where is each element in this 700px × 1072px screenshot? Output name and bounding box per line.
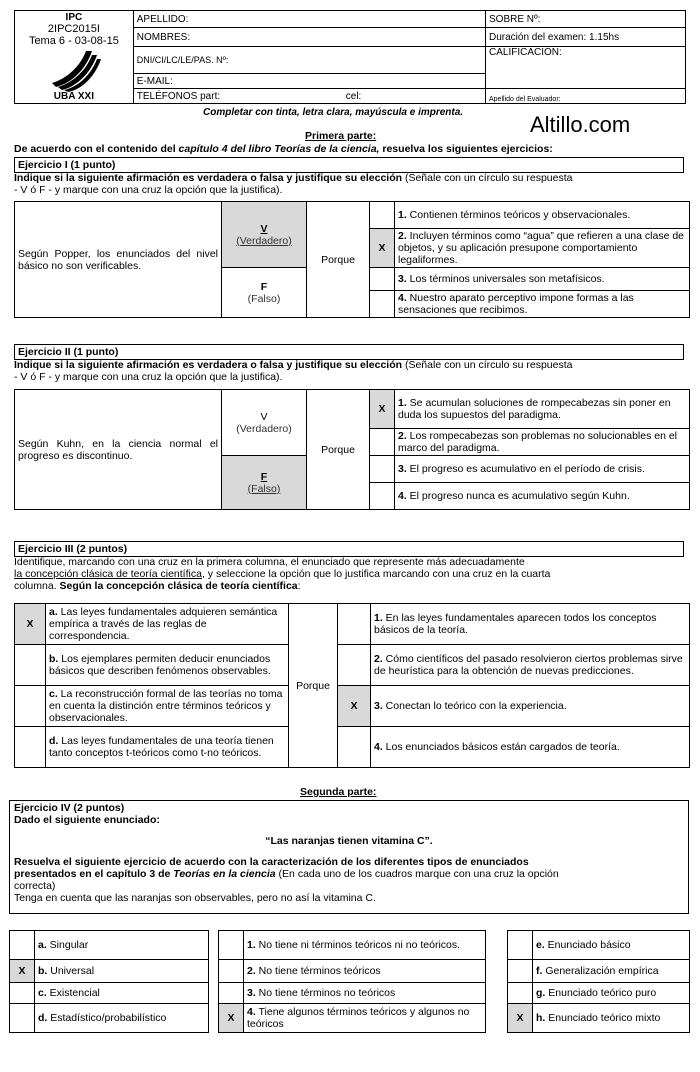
ex3-instr-line1: Identifique, marcando con una cruz en la primera columna, el enunciado que represente más adecuadamente (14, 556, 525, 568)
ex2-mark-1[interactable]: X (370, 390, 395, 429)
ex2-option-2-text: Los rompecabezas son problemas no solucionables en el marco del paradigma. (398, 430, 678, 454)
ex4-col2-4-num: 4. (247, 1006, 256, 1018)
ex2-option-3-text: El progreso es acumulativo en el período de crisis. (406, 463, 645, 475)
ex3-right-1-text: En las leyes fundamentales aparecen todos los conceptos básicos de la teoría. (374, 612, 657, 636)
ex4-col3-g-num: g. (536, 987, 546, 999)
ex4-col2-4 (244, 1004, 486, 1033)
ex2-instr-bold: Indique si la siguiente afirmación es verdadera o falsa y justifique su elección (14, 359, 403, 371)
ex3-porque: Porque (289, 604, 338, 768)
ex3-left-c-num: c. (49, 688, 58, 700)
ex2-v-letter: V (260, 410, 268, 423)
ex4-col1-table (9, 930, 209, 1033)
ex2-option-1 (395, 390, 690, 429)
ex3-title: Ejercicio III (2 puntos) (14, 541, 684, 557)
ex3-right-4 (371, 727, 690, 768)
ex4-col1-b-num: b. (38, 965, 48, 977)
ex2-porque: Porque (307, 390, 370, 510)
ex4-col2-2 (244, 960, 486, 983)
ex4-col3-h-num: h. (536, 1012, 546, 1024)
ex3-left-b (46, 645, 289, 686)
ex4-instr-line3: correcta) (14, 880, 56, 892)
ex2-f-word: (Falso) (247, 482, 281, 495)
ex4-subtitle: Dado el siguiente enunciado: (14, 814, 160, 826)
ex3-right-4-text: Los enunciados básicos están cargados de teoría. (382, 741, 620, 753)
ex3-right-1-num: 1. (374, 612, 383, 624)
ex4-col3-e (533, 931, 690, 960)
ex4-col2-mark-3[interactable] (219, 983, 244, 1004)
ex3-left-b-num: b. (49, 653, 59, 665)
ex2-mark-3[interactable] (370, 456, 395, 483)
ex3-table (14, 603, 690, 768)
instruction-line: Completar con tinta, letra clara, mayúscula e imprenta. (203, 107, 464, 118)
ex1-porque: Porque (307, 202, 370, 318)
ex3-right-mark-1[interactable] (338, 604, 371, 645)
ex4-instr-rest: (En cada uno de los cuadros marque con una cruz la opción (275, 868, 559, 880)
field-sobre[interactable]: SOBRE Nº: (486, 11, 686, 28)
ex4-box (9, 800, 689, 914)
ex3-instruction (14, 556, 690, 592)
ex3-left-c (46, 686, 289, 727)
ex1-instr-line2: - V ó F - y marque con una cruz la opción que la justifica). (14, 184, 283, 196)
ex1-option-4-text: Nuestro aparato perceptivo impone formas a las sensaciones que recibimos. (398, 292, 634, 316)
telefonos-label: TELÉFONOS part: (136, 90, 221, 102)
ex3-left-d-text: Las leyes fundamentales de una teoría tienen tanto conceptos t-teóricos como t-no teóricos. (49, 735, 274, 759)
ex4-col1-d-text: Estadístico/probabilístico (47, 1012, 167, 1024)
header-table (14, 10, 686, 104)
intro-part-a: De acuerdo con el contenido del (14, 143, 179, 155)
course-label: IPC (65, 12, 83, 23)
ex2-instruction (14, 359, 690, 383)
ex1-option-1-num: 1. (398, 209, 407, 221)
ex4-col3-g (533, 983, 690, 1004)
ex4-col3-mark-e[interactable] (508, 931, 533, 960)
ex2-f-letter: F (260, 470, 268, 483)
ex3-right-2 (371, 645, 690, 686)
ex1-option-3 (395, 268, 690, 291)
ex2-instr-rest: (Señale con un círculo su respuesta (402, 359, 573, 371)
cel-label: cel: (345, 90, 362, 102)
ex2-v-cell[interactable] (222, 390, 307, 456)
ex4-col2-2-text: No tiene términos teóricos (255, 965, 381, 977)
field-email[interactable]: E-MAIL: (133, 74, 485, 89)
ex1-option-2 (395, 229, 690, 268)
ex4-col2-mark-4[interactable]: X (219, 1004, 244, 1033)
ex4-col3-e-text: Enunciado básico (544, 939, 631, 951)
field-apellido[interactable]: APELLIDO: (133, 11, 485, 28)
ex2-option-3-num: 3. (398, 463, 407, 475)
ex2-title: Ejercicio II (1 punto) (14, 344, 684, 360)
ex3-instr-line3-c: : (297, 580, 301, 592)
ex3-left-a-num: a. (49, 606, 58, 618)
ex4-col1-mark-b[interactable]: X (10, 960, 35, 983)
ex3-left-b-text: Los ejemplares permiten deducir enunciados básicos que describen fenómenos observables. (49, 653, 271, 677)
ex4-col1-c-num: c. (38, 987, 47, 999)
ex4-col3-f-text: Generalización empírica (542, 965, 659, 977)
ex4-col3-mark-f[interactable] (508, 960, 533, 983)
uba-logo-icon (44, 49, 104, 93)
ex1-option-4 (395, 291, 690, 318)
part2-title: Segunda parte: (300, 786, 377, 798)
field-duracion: Duración del examen: 1.15hs (486, 28, 686, 47)
ex2-mark-4[interactable] (370, 483, 395, 510)
field-nombres[interactable]: NOMBRES: (133, 28, 485, 47)
field-calificacion[interactable] (486, 47, 686, 89)
ex3-left-mark-c[interactable] (15, 686, 46, 727)
ex4-col2-table (218, 930, 486, 1033)
ex4-instr-bold2: presentados en el capítulo 3 de (14, 868, 174, 880)
ex4-col3-g-text: Enunciado teórico puro (545, 987, 657, 999)
ex2-option-4-num: 4. (398, 490, 407, 502)
ex2-mark-2[interactable] (370, 429, 395, 456)
ex3-right-mark-3[interactable]: X (338, 686, 371, 727)
ex1-mark-2[interactable]: X (370, 229, 395, 268)
ex3-left-a (46, 604, 289, 645)
ex3-left-d-num: d. (49, 735, 59, 747)
ex2-option-1-text: Se acumulan soluciones de rompecabezas sin poner en duda los supuestos del paradigma. (398, 397, 671, 421)
ex3-left-mark-d[interactable] (15, 727, 46, 768)
ex1-mark-4[interactable] (370, 291, 395, 318)
calificacion-label: CALIFICACIÓN: (489, 47, 562, 58)
ex2-option-2 (395, 429, 690, 456)
ex3-left-mark-b[interactable] (15, 645, 46, 686)
ex2-option-4 (395, 483, 690, 510)
ex3-instr-line2-u: la concepción clásica de teoría científica (14, 568, 202, 580)
logo-text: UBA XXI (53, 91, 94, 102)
ex2-option-3 (395, 456, 690, 483)
course-code: 2IPC2015I (47, 23, 100, 35)
ex4-col1-a-text: Singular (46, 939, 89, 951)
intro-part-c: resuelva los siguientes ejercicios: (379, 143, 553, 155)
ex1-option-1-text: Contienen términos teóricos y observacionales. (406, 209, 631, 221)
ex2-table (14, 389, 690, 510)
header-course-cell (15, 11, 134, 104)
ex4-col2-2-num: 2. (247, 965, 256, 977)
ex3-instr-line3-b: Según la concepción clásica de teoría científica (59, 580, 298, 592)
ex4-col2-mark-1[interactable] (219, 931, 244, 960)
ex2-instr-line2: - V ó F - y marque con una cruz la opción que la justifica). (14, 371, 283, 383)
ex1-f-letter: F (260, 280, 268, 293)
ex1-option-2-text: Incluyen términos como “agua” que refieren a una clase de objetos, y su aplicación presupone comportamiento legaliformes. (398, 230, 685, 266)
ex4-col1-mark-c[interactable] (10, 983, 35, 1004)
ex4-col2-3 (244, 983, 486, 1004)
ex4-col2-mark-2[interactable] (219, 960, 244, 983)
ex3-right-1 (371, 604, 690, 645)
ex4-col3-h-text: Enunciado teórico mixto (545, 1012, 661, 1024)
ex3-right-2-num: 2. (374, 653, 383, 665)
ex3-right-mark-2[interactable] (338, 645, 371, 686)
ex4-col1-b (35, 960, 209, 983)
ex4-col1-c (35, 983, 209, 1004)
field-telefonos[interactable] (133, 89, 485, 104)
part1-intro (14, 143, 553, 155)
ex1-statement: Según Popper, los enunciados del nivel básico no son verificables. (15, 202, 222, 318)
ex4-col1-mark-d[interactable] (10, 1004, 35, 1033)
field-evaluador[interactable]: Apellido del Evaluador: (486, 89, 686, 104)
ex4-col1-mark-a[interactable] (10, 931, 35, 960)
ex4-title: Ejercicio IV (2 puntos) (14, 802, 125, 814)
ex3-right-4-num: 4. (374, 741, 383, 753)
ex1-option-2-num: 2. (398, 230, 407, 242)
ex4-instr-italic: Teorías en la ciencia (173, 868, 276, 880)
ex4-col3-f (533, 960, 690, 983)
ex3-instr-line3-a: columna. (14, 580, 60, 592)
ex1-instruction (14, 172, 690, 196)
ex1-mark-3[interactable] (370, 268, 395, 291)
ex4-quote: “Las naranjas tienen vitamina C”. (265, 835, 433, 847)
ex4-col1-d-num: d. (38, 1012, 48, 1024)
ex3-left-mark-a[interactable]: X (15, 604, 46, 645)
field-dni[interactable]: DNI/CI/LC/LE/PAS. Nº: (133, 47, 485, 74)
ex1-f-word: (Falso) (247, 292, 281, 305)
ex1-option-3-num: 3. (398, 273, 407, 285)
ex3-right-mark-4[interactable] (338, 727, 371, 768)
ex4-col1-b-text: Universal (47, 965, 95, 977)
ex4-instruction (14, 856, 684, 892)
ex2-option-2-num: 2. (398, 430, 407, 442)
ex4-col1-a-num: a. (38, 939, 47, 951)
ex1-instr-bold: Indique si la siguiente afirmación es verdadera o falsa y justifique su elección (14, 172, 403, 184)
ex1-instr-rest: (Señale con un círculo su respuesta (402, 172, 573, 184)
ex3-right-3-text: Conectan lo teórico con la experiencia. (382, 700, 567, 712)
ex4-col3-table (507, 930, 690, 1033)
ex1-option-4-num: 4. (398, 292, 407, 304)
ex4-col2-3-text: No tiene términos no teóricos (255, 987, 396, 999)
ex4-instr-bold1: Resuelva el siguiente ejercicio de acuerdo con la caracterización de los diferentes tipos de enunciados (14, 856, 529, 868)
ex4-col2-4-text: Tiene algunos términos teóricos y algunos no teóricos (247, 1006, 470, 1030)
intro-part-b: capítulo 4 del libro Teorías de la ciencia, (178, 143, 380, 155)
ex2-option-1-num: 1. (398, 397, 407, 409)
ex4-col2-3-num: 3. (247, 987, 256, 999)
ex1-table (14, 201, 690, 318)
ex4-col1-d (35, 1004, 209, 1033)
watermark: Altillo.com (530, 112, 631, 137)
ex4-col2-1-num: 1. (247, 939, 256, 951)
ex4-col3-f-num: f. (536, 965, 543, 977)
ex2-option-4-text: El progreso nunca es acumulativo según Kuhn. (406, 490, 630, 502)
ex3-left-d (46, 727, 289, 768)
ex3-right-2-text: Cómo científicos del pasado resolvieron ciertos problemas sirve de heurística para la obtención de nuevas predicciones. (374, 653, 683, 677)
ex1-option-1 (395, 202, 690, 229)
ex1-option-3-text: Los términos universales son metafísicos. (406, 273, 605, 285)
ex1-f-cell[interactable] (222, 268, 307, 318)
ex4-note: Tenga en cuenta que las naranjas son observables, pero no así la vitamina C. (14, 892, 376, 904)
ex3-left-c-text: La reconstrucción formal de las teorías no toma en cuenta la distinción entre términos teóricos y observacionales. (49, 688, 283, 724)
ex4-col3-mark-g[interactable] (508, 983, 533, 1004)
ex2-statement: Según Kuhn, en la ciencia normal el progreso es discontinuo. (15, 390, 222, 510)
ex3-right-3-num: 3. (374, 700, 383, 712)
ex1-title: Ejercicio I (1 punto) (14, 157, 684, 173)
ex4-col2-1-text: No tiene ni términos teóricos ni no teóricos. (255, 939, 461, 951)
ex4-col1-c-text: Existencial (46, 987, 100, 999)
ex1-v-letter: V (260, 222, 268, 235)
ex3-left-a-text: Las leyes fundamentales adquieren semántica empírica a través de las reglas de correspondencia. (49, 606, 278, 642)
ex4-col3-mark-h[interactable]: X (508, 1004, 533, 1033)
ex4-col3-h (533, 1004, 690, 1033)
ex1-mark-1[interactable] (370, 202, 395, 229)
ex3-right-3 (371, 686, 690, 727)
ex2-v-word: (Verdadero) (236, 422, 292, 435)
ex1-v-word: (Verdadero) (236, 234, 292, 247)
course-topic: Tema 6 - 03-08-15 (28, 35, 119, 47)
ex4-col2-1 (244, 931, 486, 960)
ex3-instr-line2-rest: , y seleccione la opción que lo justifica marcando con una cruz en la cuarta (201, 568, 551, 580)
ex2-f-cell[interactable] (222, 456, 307, 510)
part1-title: Primera parte: (305, 130, 377, 142)
ex4-col1-a (35, 931, 209, 960)
ex4-col3-e-num: e. (536, 939, 545, 951)
ex1-v-cell[interactable] (222, 202, 307, 268)
